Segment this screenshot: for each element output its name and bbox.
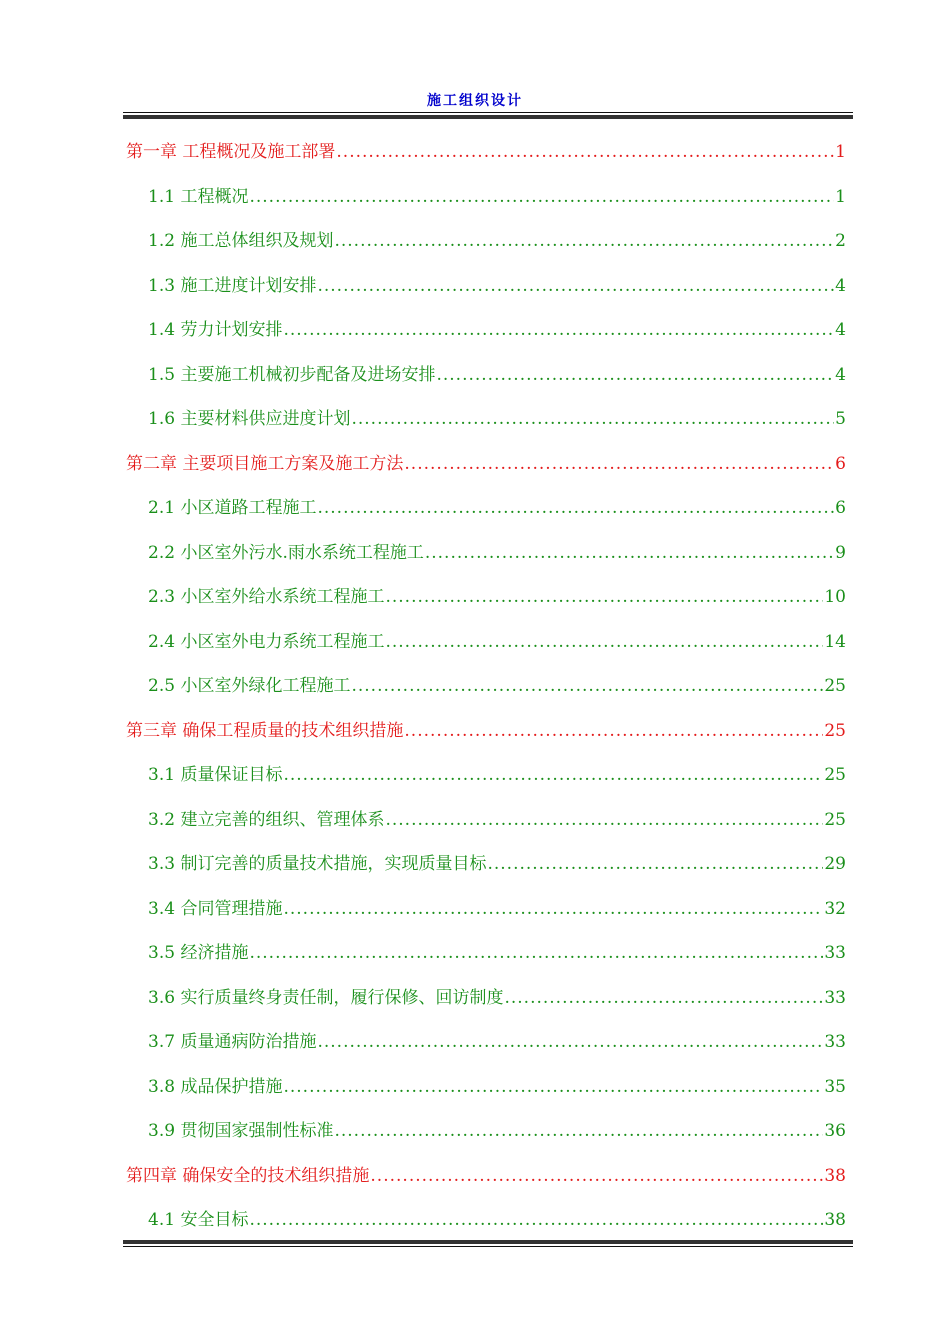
toc-dot-leader [504,976,823,1021]
toc-entry-page-number: 29 [824,854,846,874]
toc-entry-section[interactable] [126,308,846,353]
toc-entry-section[interactable] [126,219,846,264]
toc-entry-page-number: 32 [824,898,846,919]
toc-entry-label: 3.6 实行质量终身责任制，履行保修、回访制度 [148,987,504,1008]
toc-dot-leader [425,531,834,576]
toc-entry-section[interactable] [126,486,846,531]
toc-entry-label: 3.8 成品保护措施 [148,1076,283,1097]
toc-dot-leader [385,620,823,665]
toc-entry-label: 3.7 质量通病防治措施 [148,1032,317,1052]
toc-dot-leader [487,842,823,887]
toc-entry-chapter[interactable] [126,1154,846,1199]
toc-entry-chapter[interactable] [126,130,846,175]
toc-entry-page-number: 4 [835,275,846,296]
toc-entry-label: 第四章 确保安全的技术组织措施 [126,1165,370,1186]
toc-entry-page-number: 25 [824,720,846,741]
toc-entry-section[interactable] [126,1109,846,1154]
toc-dot-leader [334,219,834,264]
header-rule-thin [123,112,853,113]
header-rule-thick [123,115,853,119]
toc-entry-label: 3.9 贯彻国家强制性标准 [148,1121,334,1141]
toc-dot-leader [283,1065,823,1110]
toc-entry-page-number: 1 [835,142,846,162]
toc-dot-leader [249,1198,823,1243]
toc-entry-page-number: 33 [824,943,846,963]
toc-entry-page-number: 6 [835,498,846,518]
toc-entry-label: 1.4 劳力计划安排 [148,320,283,340]
toc-entry-section[interactable] [126,931,846,976]
toc-entry-label: 3.3 制订完善的质量技术措施，实现质量目标 [148,854,487,874]
toc-entry-label: 2.4 小区室外电力系统工程施工 [148,631,385,652]
running-header-title: 施工组织设计 [427,93,523,109]
toc-entry-chapter[interactable] [126,442,846,487]
footer-rule-thick [123,1240,853,1244]
toc-entry-page-number: 4 [835,320,846,340]
toc-dot-leader [317,486,834,531]
toc-entry-page-number: 9 [835,542,846,563]
toc-entry-label: 3.2 建立完善的组织、管理体系 [148,809,385,830]
toc-dot-leader [351,664,823,709]
toc-entry-section[interactable] [126,397,846,442]
toc-entry-section[interactable] [126,887,846,932]
toc-dot-leader [249,931,823,976]
toc-dot-leader [436,353,834,398]
toc-entry-page-number: 4 [835,364,846,385]
toc-dot-leader [283,753,823,798]
toc-entry-page-number: 25 [824,809,846,830]
toc-entry-label: 1.2 施工总体组织及规划 [148,231,334,251]
toc-entry-section[interactable] [126,531,846,576]
toc-entry-page-number: 10 [824,587,846,607]
toc-entry-section[interactable] [126,664,846,709]
toc-dot-leader [370,1154,823,1199]
toc-entry-label: 2.2 小区室外污水.雨水系统工程施工 [148,542,424,563]
toc-entry-section[interactable] [126,1198,846,1243]
toc-entry-chapter[interactable] [126,709,846,754]
toc-entry-label: 1.3 施工进度计划安排 [148,275,317,296]
toc-entry-page-number: 1 [835,186,846,207]
toc-entry-section[interactable] [126,842,846,887]
toc-entry-label: 第三章 确保工程质量的技术组织措施 [126,720,404,741]
toc-dot-leader [317,1020,823,1065]
toc-entry-section[interactable] [126,1020,846,1065]
toc-dot-leader [334,1109,823,1154]
toc-entry-label: 2.5 小区室外绿化工程施工 [148,676,351,696]
toc-entry-label: 1.5 主要施工机械初步配备及进场安排 [148,364,436,385]
toc-dot-leader [336,130,834,175]
toc-entry-page-number: 38 [824,1210,846,1230]
toc-dot-leader [385,798,823,843]
toc-entry-section[interactable] [126,1065,846,1110]
toc-entry-section[interactable] [126,976,846,1021]
toc-entry-label: 3.1 质量保证目标 [148,765,283,785]
toc-entry-section[interactable] [126,753,846,798]
toc-entry-label: 2.3 小区室外给水系统工程施工 [148,587,385,607]
toc-dot-leader [283,887,823,932]
footer-rule-thin [123,1246,853,1247]
toc-entry-label: 第一章 工程概况及施工部署 [126,142,336,162]
toc-entry-page-number: 6 [835,453,846,474]
toc-entry-label: 第二章 主要项目施工方案及施工方法 [126,453,404,474]
toc-entry-section[interactable] [126,264,846,309]
toc-dot-leader [404,709,823,754]
toc-entry-label: 1.1 工程概况 [148,186,249,207]
toc-dot-leader [385,575,823,620]
toc-dot-leader [404,442,834,487]
toc-entry-label: 3.4 合同管理措施 [148,898,283,919]
toc-entry-page-number: 14 [824,631,846,652]
toc-entry-page-number: 25 [824,765,846,785]
toc-entry-label: 3.5 经济措施 [148,943,249,963]
toc-entry-section[interactable] [126,620,846,665]
toc-entry-page-number: 36 [824,1121,846,1141]
toc-entry-page-number: 2 [835,231,846,251]
toc-dot-leader [249,175,834,220]
toc-entry-page-number: 38 [824,1165,846,1186]
toc-entry-section[interactable] [126,175,846,220]
toc-entry-label: 4.1 安全目标 [148,1210,249,1230]
toc-entry-section[interactable] [126,798,846,843]
toc-entry-label: 2.1 小区道路工程施工 [148,498,317,518]
toc-entry-label: 1.6 主要材料供应进度计划 [148,409,351,429]
toc-dot-leader [283,308,834,353]
toc-entry-page-number: 25 [824,676,846,696]
toc-entry-page-number: 33 [824,1032,846,1052]
toc-entry-page-number: 33 [824,987,846,1008]
toc-dot-leader [317,264,834,309]
toc-entry-page-number: 5 [835,409,846,429]
toc-dot-leader [351,397,834,442]
toc-entry-section[interactable] [126,353,846,398]
table-of-contents [126,130,846,1243]
toc-entry-section[interactable] [126,575,846,620]
toc-entry-page-number: 35 [824,1076,846,1097]
